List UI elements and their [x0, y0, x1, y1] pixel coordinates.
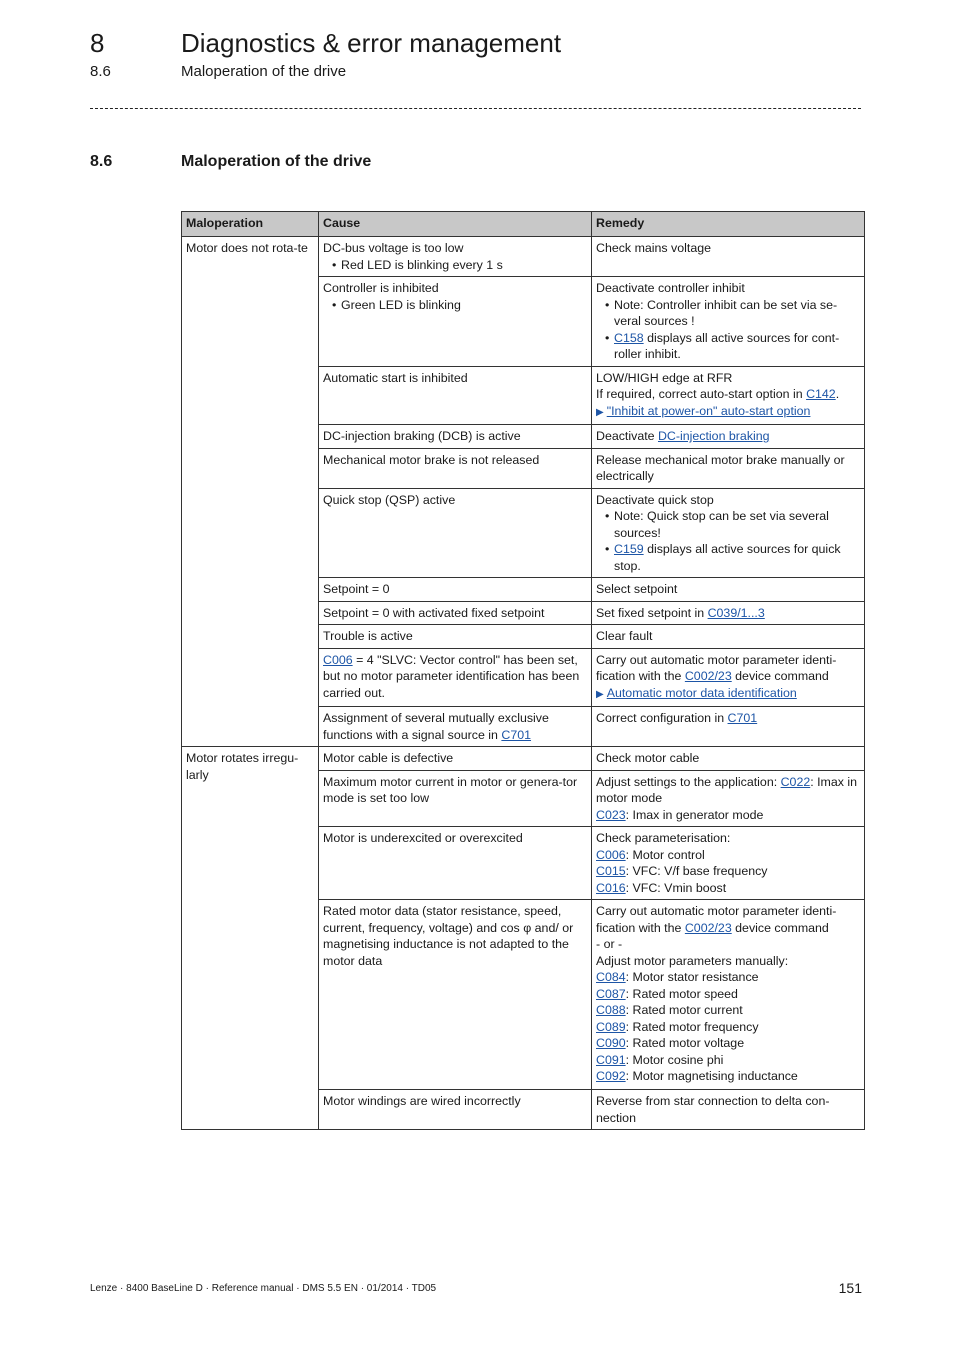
remedy-cell — [592, 425, 865, 449]
remedy-text: Deactivate — [596, 429, 658, 443]
remedy-text: Carry out automatic motor parameter identi-fication with the — [596, 652, 837, 683]
cross-reference-text[interactable]: Automatic motor data identification — [606, 685, 797, 700]
remedy-cell — [592, 277, 865, 367]
header-divider — [90, 108, 861, 109]
code-link[interactable]: C092 — [596, 1069, 626, 1083]
chapter-title: Diagnostics & error management — [181, 28, 562, 58]
cause-bullet: • Green LED is blinking — [341, 297, 587, 314]
remedy-cell — [592, 488, 865, 578]
footer-text: Lenze · 8400 BaseLine D · Reference manual · DMS 5.5 EN · 01/2014 · TD05 — [90, 1283, 437, 1294]
cause-cell: Motor windings are wired incorrectly — [319, 1090, 592, 1130]
cause-bullet: • Red LED is blinking every 1 s — [341, 257, 587, 274]
cause-cell: DC-injection braking (DCB) is active — [319, 425, 592, 449]
remedy-cell — [592, 707, 865, 747]
code-link[interactable]: C701 — [727, 711, 758, 725]
remedy-cell — [592, 648, 865, 707]
remedy-cell — [592, 900, 865, 1090]
section-title: Maloperation of the drive — [181, 153, 372, 170]
cross-reference[interactable] — [596, 685, 860, 704]
cross-reference[interactable] — [596, 403, 860, 422]
param-line: C015: VFC: V/f base frequency — [596, 864, 768, 878]
code-link[interactable]: C016 — [596, 880, 626, 895]
code-link[interactable]: C090 — [596, 1036, 626, 1050]
table-header-row — [182, 212, 865, 237]
remedy-text: . — [835, 387, 840, 401]
code-link[interactable]: C006 — [323, 652, 353, 667]
cause-cell — [319, 648, 592, 707]
cause-cell — [319, 277, 592, 367]
cause-text: Assignment of several mutually exclusive functions with a signal source in — [323, 711, 549, 742]
table-row — [182, 237, 865, 277]
cause-cell: Motor cable is defective — [319, 747, 592, 771]
remedy-cell: Reverse from star connection to delta con-nection — [592, 1090, 865, 1130]
maloperation-cell: Motor does not rota-te — [182, 237, 319, 747]
remedy-cell — [592, 366, 865, 425]
cause-text: Controller is inhibited — [323, 281, 439, 295]
remedy-text: Check parameterisation: — [596, 831, 731, 845]
arrow-right-icon: ▶ — [596, 406, 604, 418]
code-link[interactable]: C142 — [806, 387, 836, 401]
param-line: C084: Motor stator resistance — [596, 970, 759, 984]
code-link[interactable]: C023 — [596, 807, 626, 822]
remedy-cell: Check motor cable — [592, 747, 865, 771]
section-link[interactable]: DC-injection braking — [657, 429, 770, 443]
param-line: C016: VFC: Vmin boost — [596, 880, 727, 895]
remedy-text: device command — [731, 669, 829, 683]
remedy-cell — [592, 827, 865, 900]
header-cause: Cause — [319, 212, 592, 237]
remedy-text: : Imax in motor mode — [596, 774, 858, 805]
code-link[interactable]: C006 — [596, 847, 626, 862]
remedy-cell: Clear fault — [592, 625, 865, 649]
code-link[interactable]: C701 — [501, 727, 532, 742]
section-number: 8.6 — [90, 153, 113, 170]
code-link[interactable]: C088 — [596, 1003, 626, 1017]
table-row — [182, 747, 865, 771]
remedy-cell — [592, 601, 865, 625]
remedy-bullet: • Note: Quick stop can be set via several sources! — [614, 508, 860, 541]
cause-cell: Motor is underexcited or overexcited — [319, 827, 592, 900]
cause-cell: Maximum motor current in motor or genera-tor mode is set too low — [319, 770, 592, 827]
header-maloperation: Maloperation — [182, 212, 319, 237]
code-link[interactable]: C002/23 — [684, 669, 732, 683]
remedy-text: Deactivate quick stop — [596, 492, 714, 507]
code-link[interactable]: C091 — [596, 1052, 626, 1067]
param-line: C006: Motor control — [596, 847, 705, 862]
code-link[interactable]: C089 — [596, 1019, 626, 1034]
cause-cell: Quick stop (QSP) active — [319, 488, 592, 578]
cross-reference-text[interactable]: "Inhibit at power-on" auto-start option — [606, 403, 811, 418]
remedy-text: device command — [731, 920, 829, 935]
page-number: 151 — [838, 1280, 862, 1296]
param-line: C090: Rated motor voltage — [596, 1036, 745, 1050]
chapter-number: 8 — [90, 28, 105, 58]
cause-text: DC-bus voltage is too low — [323, 241, 464, 255]
remedy-bullet — [614, 330, 860, 363]
cause-cell: Setpoint = 0 — [319, 578, 592, 602]
code-link[interactable]: C084 — [596, 970, 626, 984]
cause-cell — [319, 707, 592, 747]
param-line: C089: Rated motor frequency — [596, 1019, 759, 1034]
cause-cell: Rated motor data (stator resistance, speed, current, frequency, voltage) and cos φ and/ or magnetising inductance is not adapted to the motor data — [319, 900, 592, 1090]
cause-cell: Trouble is active — [319, 625, 592, 649]
maloperation-table — [181, 211, 865, 1130]
code-link[interactable]: C022 — [780, 774, 811, 789]
remedy-bullet: • Note: Controller inhibit can be set via se-veral sources ! — [614, 297, 860, 330]
remedy-text: displays all active sources for cont-roller inhibit. — [614, 330, 840, 361]
remedy-text: Adjust motor parameters manually: — [596, 953, 789, 968]
cause-text: = 4 "SLVC: Vector control" has been set, but no motor parameter identification has been carried out. — [323, 652, 580, 700]
subchapter-title: Maloperation of the drive — [181, 63, 347, 80]
code-link[interactable]: C158 — [614, 330, 644, 345]
arrow-right-icon: ▶ — [596, 688, 604, 700]
remedy-text: LOW/HIGH edge at RFR — [596, 370, 733, 385]
cause-cell — [319, 237, 592, 277]
remedy-text: Deactivate controller inhibit — [596, 281, 745, 295]
code-link[interactable]: C002/23 — [684, 920, 732, 935]
remedy-text: Correct configuration in — [596, 711, 728, 725]
remedy-bullet — [614, 541, 860, 574]
remedy-text: Adjust settings to the application: — [596, 774, 781, 789]
code-link[interactable]: C159 — [614, 542, 644, 556]
cause-cell: Setpoint = 0 with activated fixed setpoint — [319, 601, 592, 625]
param-line: C092: Motor magnetising inductance — [596, 1069, 798, 1083]
remedy-cell — [592, 770, 865, 827]
remedy-cell: Release mechanical motor brake manually or electrically — [592, 448, 865, 488]
maloperation-cell: Motor rotates irregu-larly — [182, 747, 319, 1130]
param-line: C087: Rated motor speed — [596, 986, 738, 1001]
param-line: C088: Rated motor current — [596, 1003, 743, 1017]
header-remedy: Remedy — [592, 212, 865, 237]
cause-cell: Mechanical motor brake is not released — [319, 448, 592, 488]
remedy-text: Carry out automatic motor parameter identi-fication with the — [596, 904, 837, 935]
remedy-text: : Imax in generator mode — [625, 807, 764, 822]
subchapter-number: 8.6 — [90, 63, 111, 80]
remedy-text: If required, correct auto-start option in — [596, 387, 807, 401]
code-link[interactable]: C015 — [596, 864, 626, 878]
remedy-text: displays all active sources for quick stop. — [614, 542, 841, 573]
remedy-cell: Select setpoint — [592, 578, 865, 602]
param-line: C091: Motor cosine phi — [596, 1052, 724, 1067]
remedy-cell: Check mains voltage — [592, 237, 865, 277]
remedy-text: - or - — [596, 937, 623, 951]
code-link[interactable]: C087 — [596, 986, 626, 1001]
code-link[interactable]: C039/1...3 — [707, 605, 765, 620]
remedy-text: Set fixed setpoint in — [596, 605, 708, 620]
cause-cell: Automatic start is inhibited — [319, 366, 592, 425]
